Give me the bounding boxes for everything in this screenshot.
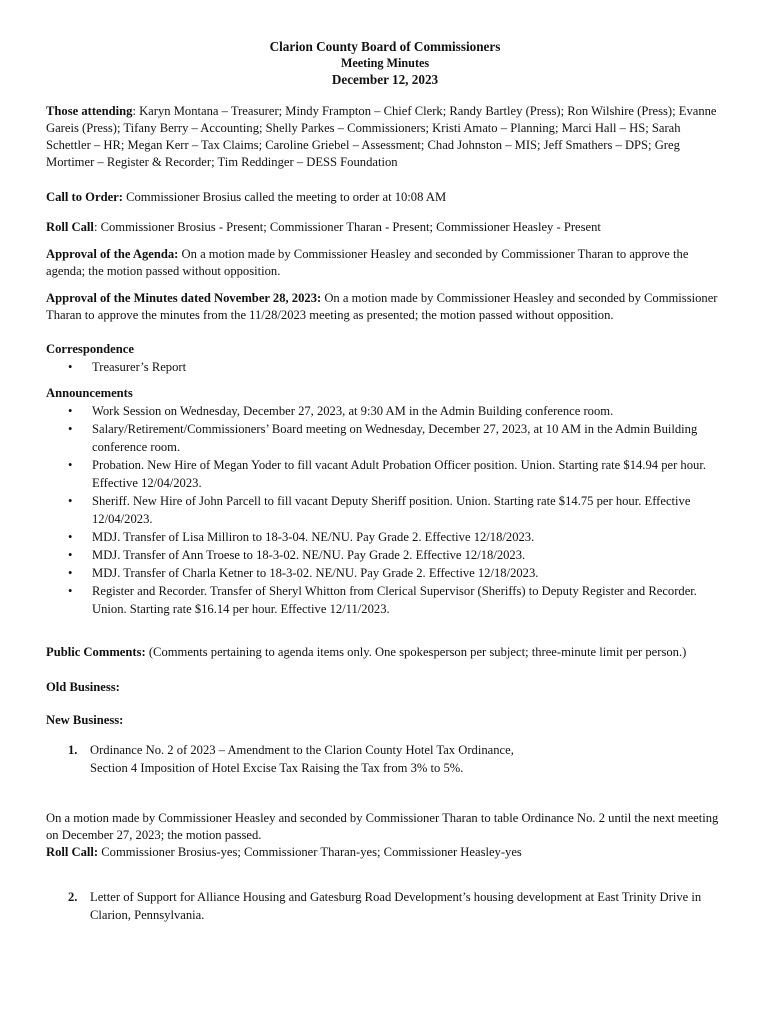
approval-minutes-label: Approval of the Minutes dated November 28, 2023: (46, 291, 322, 305)
approval-minutes (46, 290, 724, 324)
correspondence-list (46, 358, 724, 376)
document-header (46, 38, 724, 89)
public-comments (46, 644, 724, 661)
list-item: • MDJ. Transfer of Ann Troese to 18-3-02. NE/NU. Pay Grade 2. Effective 12/18/2023. (92, 546, 724, 564)
attendance-paragraph (46, 103, 724, 171)
attendance-text: : Karyn Montana – Treasurer; Mindy Frampton – Chief Clerk; Randy Bartley (Press); Ron Wilshire (Press); Evanne Gareis (Press); Tifany Berry – Accounting; Shelly Parkes – Commissioners; Kristi Amato – Planning; Marci Hall – HS; Sarah Schettler – HR; Megan Kerr – Tax Claims; Caroline Griebel – Assessment; Chad Johnston – MIS; Jeff Smathers – DPS; Greg Mortimer – Register & Recorder; Tim Reddinger – DESS Foundation (46, 104, 717, 169)
document-title: Clarion County Board of Commissioners (269, 39, 501, 54)
approval-agenda (46, 246, 724, 280)
approval-minutes-text: On a motion made by Commissioner Heasley and seconded by Commissioner Tharan to approve the minutes from the 11/28/2023 meeting as presented; the motion passed without opposition. (46, 291, 718, 322)
list-item: • MDJ. Transfer of Charla Ketner to 18-3-02. NE/NU. Pay Grade 2. Effective 12/18/2023. (92, 564, 724, 582)
roll-call-text: : Commissioner Brosius - Present; Commissioner Tharan - Present; Commissioner Heasley - Present (93, 220, 601, 234)
item-number: 2. (68, 890, 78, 904)
motion-roll-call (46, 844, 724, 861)
document-subtitle: Meeting Minutes (340, 56, 430, 70)
announcements-section (46, 385, 724, 618)
call-to-order-label: Call to Order: (46, 190, 123, 204)
correspondence-section (46, 341, 724, 376)
list-item (68, 888, 724, 924)
public-comments-text: (Comments pertaining to agenda items only. One spokesperson per subject; three-minute limit per person.) (145, 645, 687, 659)
motion-paragraph: On a motion made by Commissioner Heasley and seconded by Commissioner Tharan to table Ordinance No. 2 until the next meeting on December 27, 2023; the motion passed. (46, 811, 719, 842)
list-item: • Sheriff. New Hire of John Parcell to fill vacant Deputy Sheriff position. Union. Starting rate $14.75 per hour. Effective 12/04/2023. (92, 492, 724, 528)
announcements-heading: Announcements (46, 386, 133, 400)
roll-call-label: Roll Call (46, 220, 94, 234)
attendance-label: Those attending (46, 104, 133, 118)
list-item: • Treasurer’s Report (92, 358, 724, 376)
list-item (68, 741, 724, 777)
list-item: • MDJ. Transfer of Lisa Milliron to 18-3-04. NE/NU. Pay Grade 2. Effective 12/18/2023. (92, 528, 724, 546)
item-text-line: Ordinance No. 2 of 2023 – Amendment to the Clarion County Hotel Tax Ordinance, (90, 743, 514, 757)
new-business-list-1 (46, 741, 724, 777)
correspondence-heading: Correspondence (46, 342, 134, 356)
new-business-heading: New Business: (46, 713, 124, 727)
list-item: • Work Session on Wednesday, December 27, 2023, at 9:30 AM in the Admin Building conference room. (92, 402, 724, 420)
motion-roll-call-label: Roll Call: (46, 845, 99, 859)
call-to-order (46, 189, 724, 206)
item-text-line: Section 4 Imposition of Hotel Excise Tax Raising the Tax from 3% to 5%. (90, 761, 464, 775)
list-item: • Register and Recorder. Transfer of Sheryl Whitton from Clerical Supervisor (Sheriffs) to Deputy Register and Recorder. Union. Starting rate $16.14 per hour. Effective 12/11/2023. (92, 582, 724, 618)
approval-agenda-text: On a motion made by Commissioner Heasley and seconded by Commissioner Tharan to approve the agenda; the motion passed without opposition. (46, 247, 689, 278)
call-to-order-text: Commissioner Brosius called the meeting to order at 10:08 AM (122, 190, 447, 204)
list-item: • Probation. New Hire of Megan Yoder to fill vacant Adult Probation Officer position. Union. Starting rate $14.94 per hour. Effective 12/04/2023. (92, 456, 724, 492)
list-item: • Salary/Retirement/Commissioners’ Board meeting on Wednesday, December 27, 2023, at 10 AM in the Admin Building conference room. (92, 420, 724, 456)
old-business-heading: Old Business: (46, 680, 120, 694)
motion-roll-call-text: Commissioner Brosius-yes; Commissioner Tharan-yes; Commissioner Heasley-yes (98, 845, 522, 859)
approval-agenda-label: Approval of the Agenda: (46, 247, 179, 261)
meeting-date: December 12, 2023 (331, 72, 439, 87)
item-text: Letter of Support for Alliance Housing and Gatesburg Road Development’s housing development at East Trinity Drive in Clarion, Pennsylvania. (90, 890, 702, 922)
item-number: 1. (68, 743, 78, 757)
public-comments-label: Public Comments: (46, 645, 146, 659)
announcements-list (46, 402, 724, 618)
roll-call (46, 219, 724, 236)
new-business-list-2 (46, 888, 724, 924)
